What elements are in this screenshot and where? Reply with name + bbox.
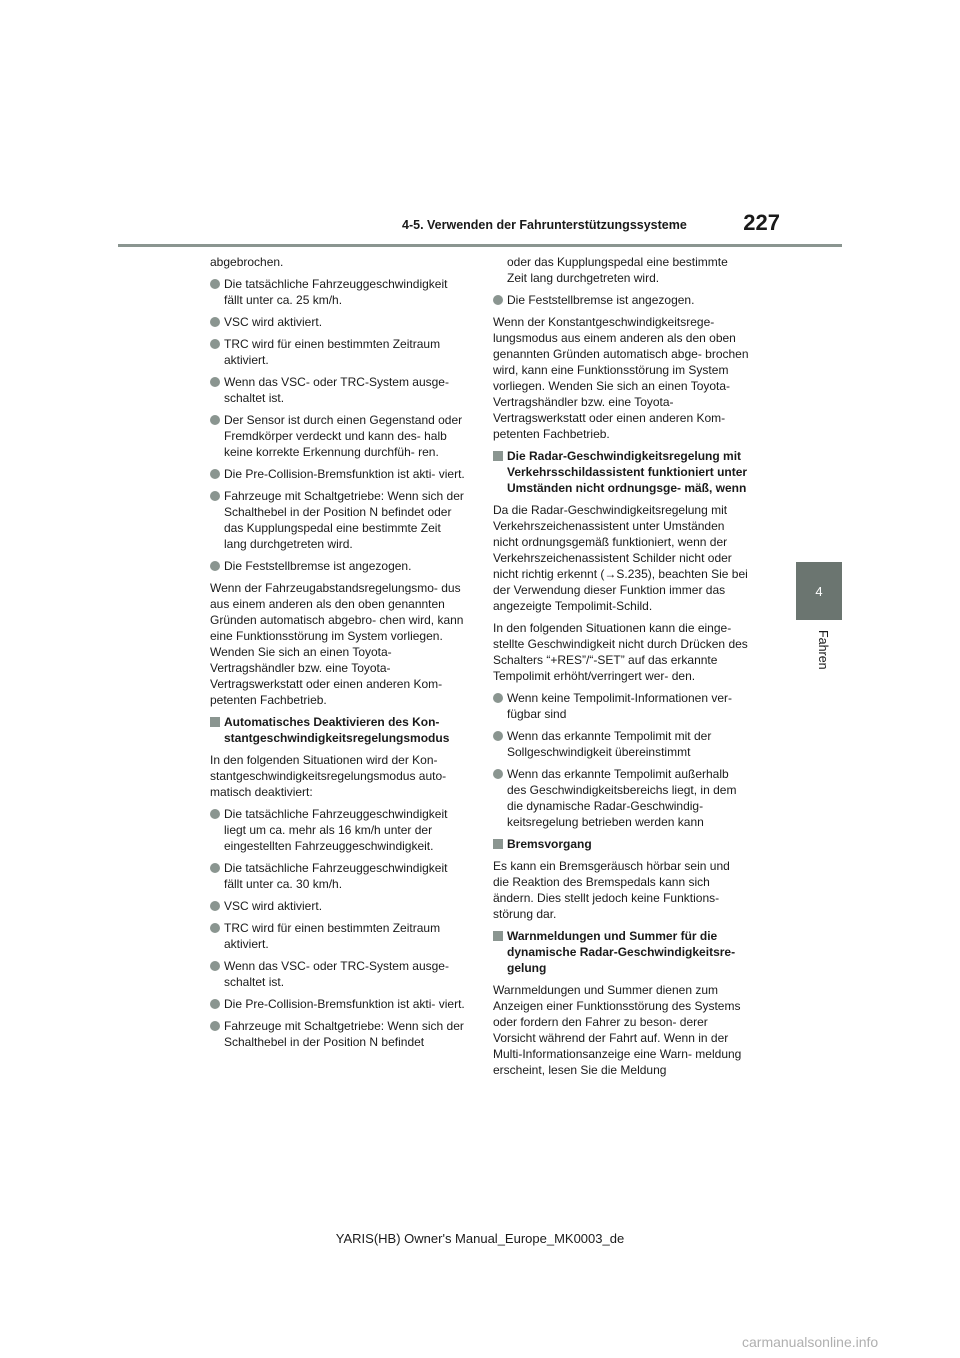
- bullet-item: Wenn das VSC- oder TRC-System ausge- schaltet ist.: [210, 374, 466, 406]
- chapter-label: Fahren: [816, 630, 830, 670]
- body-paragraph: Wenn der Fahrzeugabstandsregelungsmo- dus aus einem anderen als den oben genannten Gründen automatisch abgebro- chen wird, kann eine Funktionsstörung im System vorliegen. Wenden Sie sich an einen Toyota-Vertragshändler bzw. eine Toyota- Vertragswerkstatt oder einen anderen Kom- petenten Fachbetrieb.: [210, 581, 464, 707]
- header-divider: [118, 244, 842, 247]
- section-heading: Die Radar-Geschwindigkeitsregelung mit Verkehrsschildassistent funktioniert unter Umständen nicht ordnungsge- mäß, wenn: [493, 448, 749, 496]
- section-heading: Automatisches Deaktivieren des Kon- stantgeschwindigkeitsregelungsmodus: [210, 714, 466, 746]
- bullet-item: Wenn keine Tempolimit-Informationen ver- fügbar sind: [493, 690, 749, 722]
- right-column: [493, 254, 749, 1084]
- section-heading: Bremsvorgang: [493, 836, 749, 852]
- body-paragraph: In den folgenden Situationen wird der Kon- stantgeschwindigkeitsregelungsmodus auto- matisch deaktiviert:: [210, 753, 447, 799]
- bullet-item: Wenn das erkannte Tempolimit außerhalb des Geschwindigkeitsbereichs liegt, in dem die dynamische Radar-Geschwindig- keitsregelung betrieben werden kann: [493, 766, 749, 830]
- bullet-item: Fahrzeuge mit Schaltgetriebe: Wenn sich der Schalthebel in der Position N befindet: [210, 1018, 466, 1050]
- body-paragraph: In den folgenden Situationen kann die einge- stellte Geschwindigkeit nicht durch Drücken des Schalters “+RES”/“-SET” auf das erkannte Tempolimit erhöht/verringert wer- den.: [493, 621, 748, 683]
- section-title: 4-5. Verwenden der Fahrunterstützungssysteme: [402, 218, 687, 232]
- left-column: [210, 254, 466, 1056]
- watermark: carmanualsonline.info: [742, 1334, 879, 1350]
- bullet-item: Die tatsächliche Fahrzeuggeschwindigkeit fällt unter ca. 30 km/h.: [210, 860, 466, 892]
- body-paragraph: Es kann ein Bremsgeräusch hörbar sein und die Reaktion des Bremspedals kann sich ändern. Dies stellt jedoch keine Funktions- störung dar.: [493, 859, 730, 921]
- bullet-item: Wenn das VSC- oder TRC-System ausge- schaltet ist.: [210, 958, 466, 990]
- body-paragraph: Da die Radar-Geschwindigkeitsregelung mit Verkehrszeichenassistent unter Umständen nicht ordnungsgemäß funktioniert, wenn der Verkehrszeichenassistent Schilder nicht oder nicht richtig erkennt (→S.235), beachten Sie bei der Verwendung dieser Funktion immer das angezeigte Tempolimit-Schild.: [493, 503, 748, 613]
- bullet-item: Die Pre-Collision-Bremsfunktion ist akti- viert.: [210, 466, 466, 482]
- bullet-item: Die Feststellbremse ist angezogen.: [493, 292, 749, 308]
- body-paragraph: Wenn der Konstantgeschwindigkeitsrege- lungsmodus aus einem anderen als den oben genannten Gründen automatisch abge- brochen wird, kann eine Funktionsstörung im System vorliegen. Wenden Sie sich an einen Toyota-Vertragshändler bzw. eine Toyota- Vertragswerkstatt oder einen anderen Kom- petenten Fachbetrieb.: [493, 315, 749, 441]
- chapter-number: 4: [815, 583, 823, 599]
- section-heading: Warnmeldungen und Summer für die dynamische Radar-Geschwindigkeitsre- gelung: [493, 928, 749, 976]
- bullet-item: Die Feststellbremse ist angezogen.: [210, 558, 466, 574]
- body-paragraph: abgebrochen.: [210, 255, 284, 269]
- chapter-tab: [796, 562, 842, 620]
- bullet-item: VSC wird aktiviert.: [210, 314, 466, 330]
- bullet-item: Der Sensor ist durch einen Gegenstand oder Fremdkörper verdeckt und kann des- halb keine korrekte Erkennung durchfüh- ren.: [210, 412, 466, 460]
- bullet-item: Die tatsächliche Fahrzeuggeschwindigkeit liegt um ca. mehr als 16 km/h unter der eingestellten Fahrzeuggeschwindigkeit.: [210, 806, 466, 854]
- bullet-item: VSC wird aktiviert.: [210, 898, 466, 914]
- bullet-item: Die tatsächliche Fahrzeuggeschwindigkeit fällt unter ca. 25 km/h.: [210, 276, 466, 308]
- body-paragraph: Warnmeldungen und Summer dienen zum Anzeigen einer Funktionsstörung des Systems oder fordern den Fahrer zu beson- derer Vorsicht während der Fahrt auf. Wenn in der Multi-Informationsanzeige eine Warn- meldung erscheint, lesen Sie die Meldung: [493, 983, 742, 1077]
- bullet-item: Wenn das erkannte Tempolimit mit der Sollgeschwindigkeit übereinstimmt: [493, 728, 749, 760]
- footer-manual-id: YARIS(HB) Owner's Manual_Europe_MK0003_de: [335, 1231, 625, 1246]
- body-paragraph: oder das Kupplungspedal eine bestimmte Zeit lang durchgetreten wird.: [507, 255, 728, 285]
- bullet-item: TRC wird für einen bestimmten Zeitraum aktiviert.: [210, 920, 466, 952]
- bullet-item: TRC wird für einen bestimmten Zeitraum aktiviert.: [210, 336, 466, 368]
- bullet-item: Die Pre-Collision-Bremsfunktion ist akti- viert.: [210, 996, 466, 1012]
- bullet-item: Fahrzeuge mit Schaltgetriebe: Wenn sich der Schalthebel in der Position N befindet oder das Kupplungspedal eine bestimmte Zeit lang durchgetreten wird.: [210, 488, 466, 552]
- page-number: 227: [743, 210, 780, 235]
